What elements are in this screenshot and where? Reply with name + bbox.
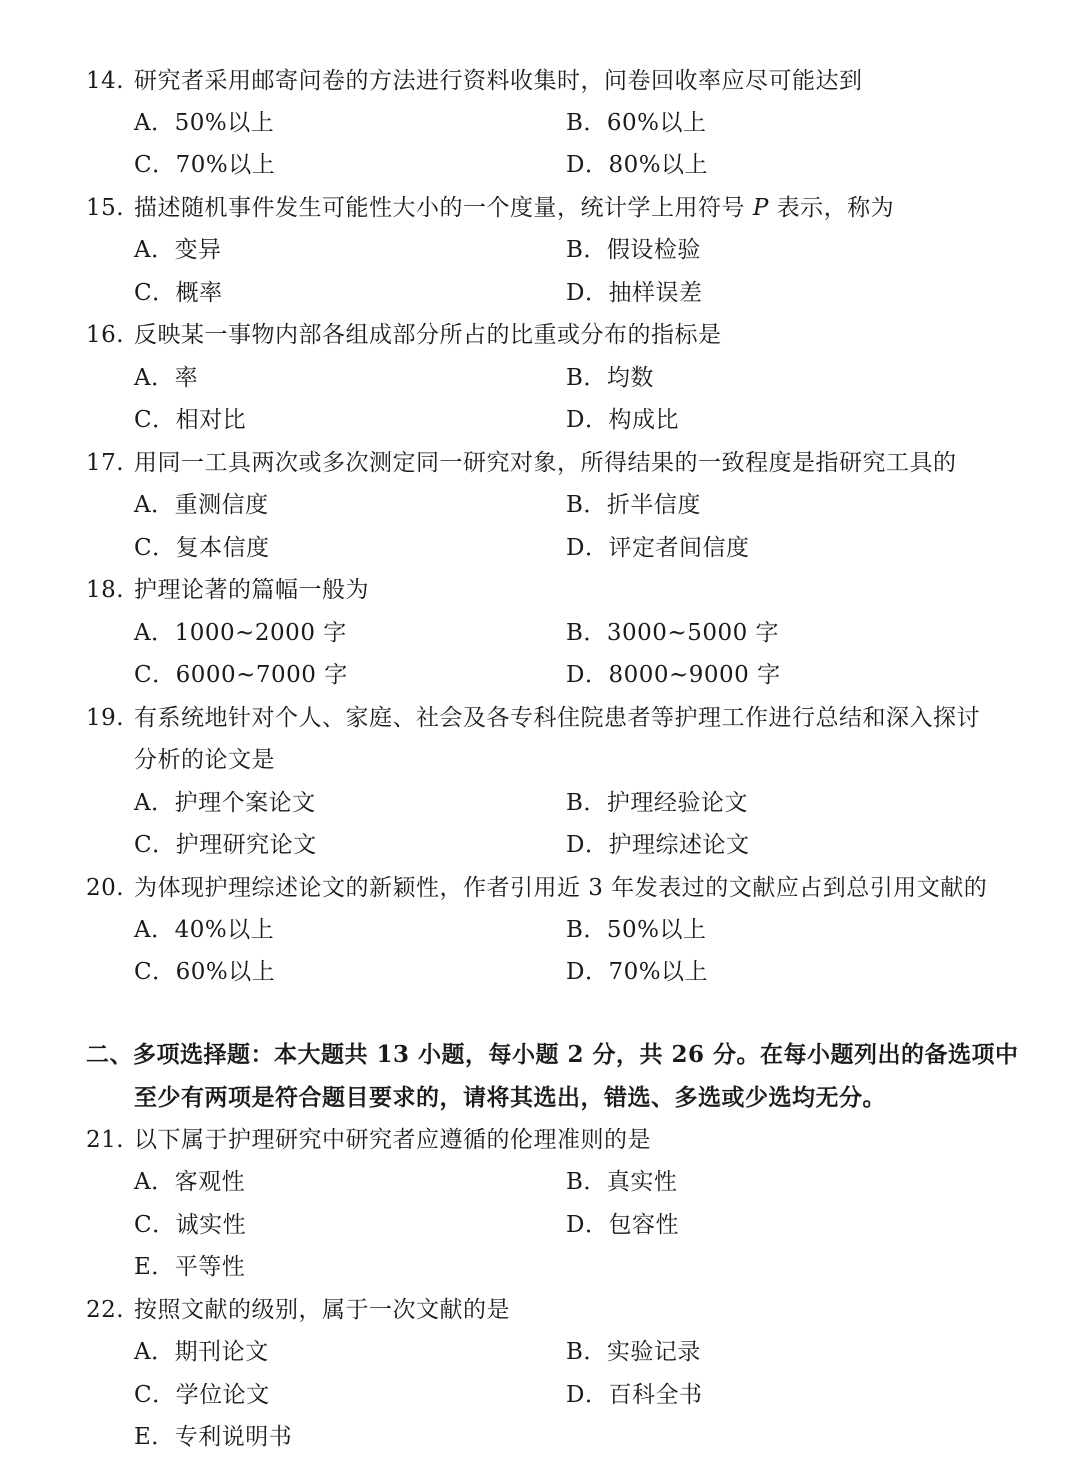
option-e: E．专利说明书 — [134, 1424, 293, 1450]
option-d: D．评定者间信度 — [566, 535, 750, 561]
question-number: 20. — [86, 875, 125, 901]
option-b: B．50%以上 — [566, 917, 707, 943]
question-number: 19. — [86, 705, 125, 731]
option-a: A．变异 — [134, 237, 222, 263]
question-number: 17. — [86, 450, 125, 476]
option-a: A．客观性 — [134, 1169, 246, 1195]
question-text-line2: 分析的论文是 — [134, 747, 275, 773]
option-b: B．假设检验 — [566, 237, 701, 263]
question-number: 21. — [86, 1127, 125, 1153]
option-a: A．重测信度 — [134, 492, 269, 518]
question-text — [134, 193, 894, 223]
option-b: B．护理经验论文 — [566, 790, 748, 816]
question-text: 为体现护理综述论文的新颖性，作者引用近 3 年发表过的文献应占到总引用文献的 — [134, 875, 988, 901]
option-d: D．8000~9000 字 — [566, 662, 781, 688]
option-b: B．折半信度 — [566, 492, 701, 518]
option-d: D．百科全书 — [566, 1382, 703, 1408]
question-number: 14. — [86, 68, 125, 94]
question-text: 按照文献的级别，属于一次文献的是 — [134, 1297, 510, 1323]
option-e: E．平等性 — [134, 1254, 246, 1280]
option-c: C．70%以上 — [134, 152, 276, 178]
option-a: A．率 — [134, 365, 199, 391]
option-d: D．抽样误差 — [566, 280, 703, 306]
question-number: 15. — [86, 195, 125, 221]
option-b: B．3000~5000 字 — [566, 620, 780, 646]
option-a: A．50%以上 — [134, 110, 275, 136]
option-d: D．构成比 — [566, 407, 679, 433]
option-d: D．包容性 — [566, 1212, 679, 1238]
section-heading-line1: 二、多项选择题：本大题共 13 小题，每小题 2 分，共 26 分。在每小题列出的备选项中 — [86, 1041, 1019, 1068]
question-text: 反映某一事物内部各组成部分所占的比重或分布的指标是 — [134, 322, 722, 348]
option-b: B．实验记录 — [566, 1339, 701, 1365]
question-text-before: 描述随机事件发生可能性大小的一个度量，统计学上用符号 — [134, 195, 745, 221]
option-b: B．60%以上 — [566, 110, 707, 136]
option-c: C．复本信度 — [134, 535, 270, 561]
option-c: C．护理研究论文 — [134, 832, 317, 858]
option-c: C．60%以上 — [134, 959, 276, 985]
option-a: A．护理个案论文 — [134, 790, 316, 816]
symbol-p: P — [752, 195, 769, 221]
question-number: 16. — [86, 322, 125, 348]
option-a: A．40%以上 — [134, 917, 275, 943]
question-text: 以下属于护理研究中研究者应遵循的伦理准则的是 — [134, 1127, 651, 1153]
question-text: 研究者采用邮寄问卷的方法进行资料收集时，问卷回收率应尽可能达到 — [134, 68, 863, 94]
option-b: B．均数 — [566, 365, 654, 391]
question-text: 用同一工具两次或多次测定同一研究对象，所得结果的一致程度是指研究工具的 — [134, 450, 957, 476]
option-c: C．相对比 — [134, 407, 247, 433]
option-a: A．期刊论文 — [134, 1339, 269, 1365]
section-heading-line2: 至少有两项是符合题目要求的，请将其选出，错选、多选或少选均无分。 — [134, 1084, 886, 1111]
option-a: A．1000~2000 字 — [134, 620, 347, 646]
option-c: C．诚实性 — [134, 1212, 247, 1238]
question-text: 护理论著的篇幅一般为 — [134, 577, 369, 603]
option-c: C．概率 — [134, 280, 223, 306]
option-c: C．学位论文 — [134, 1382, 270, 1408]
question-text: 有系统地针对个人、家庭、社会及各专科住院患者等护理工作进行总结和深入探讨 — [134, 705, 980, 731]
option-c: C．6000~7000 字 — [134, 662, 348, 688]
option-d: D．80%以上 — [566, 152, 709, 178]
option-d: D．70%以上 — [566, 959, 709, 985]
option-b: B．真实性 — [566, 1169, 678, 1195]
question-number: 18. — [86, 577, 125, 603]
option-d: D．护理综述论文 — [566, 832, 750, 858]
question-number: 22. — [86, 1297, 125, 1323]
question-text-after: 表示，称为 — [776, 195, 895, 221]
